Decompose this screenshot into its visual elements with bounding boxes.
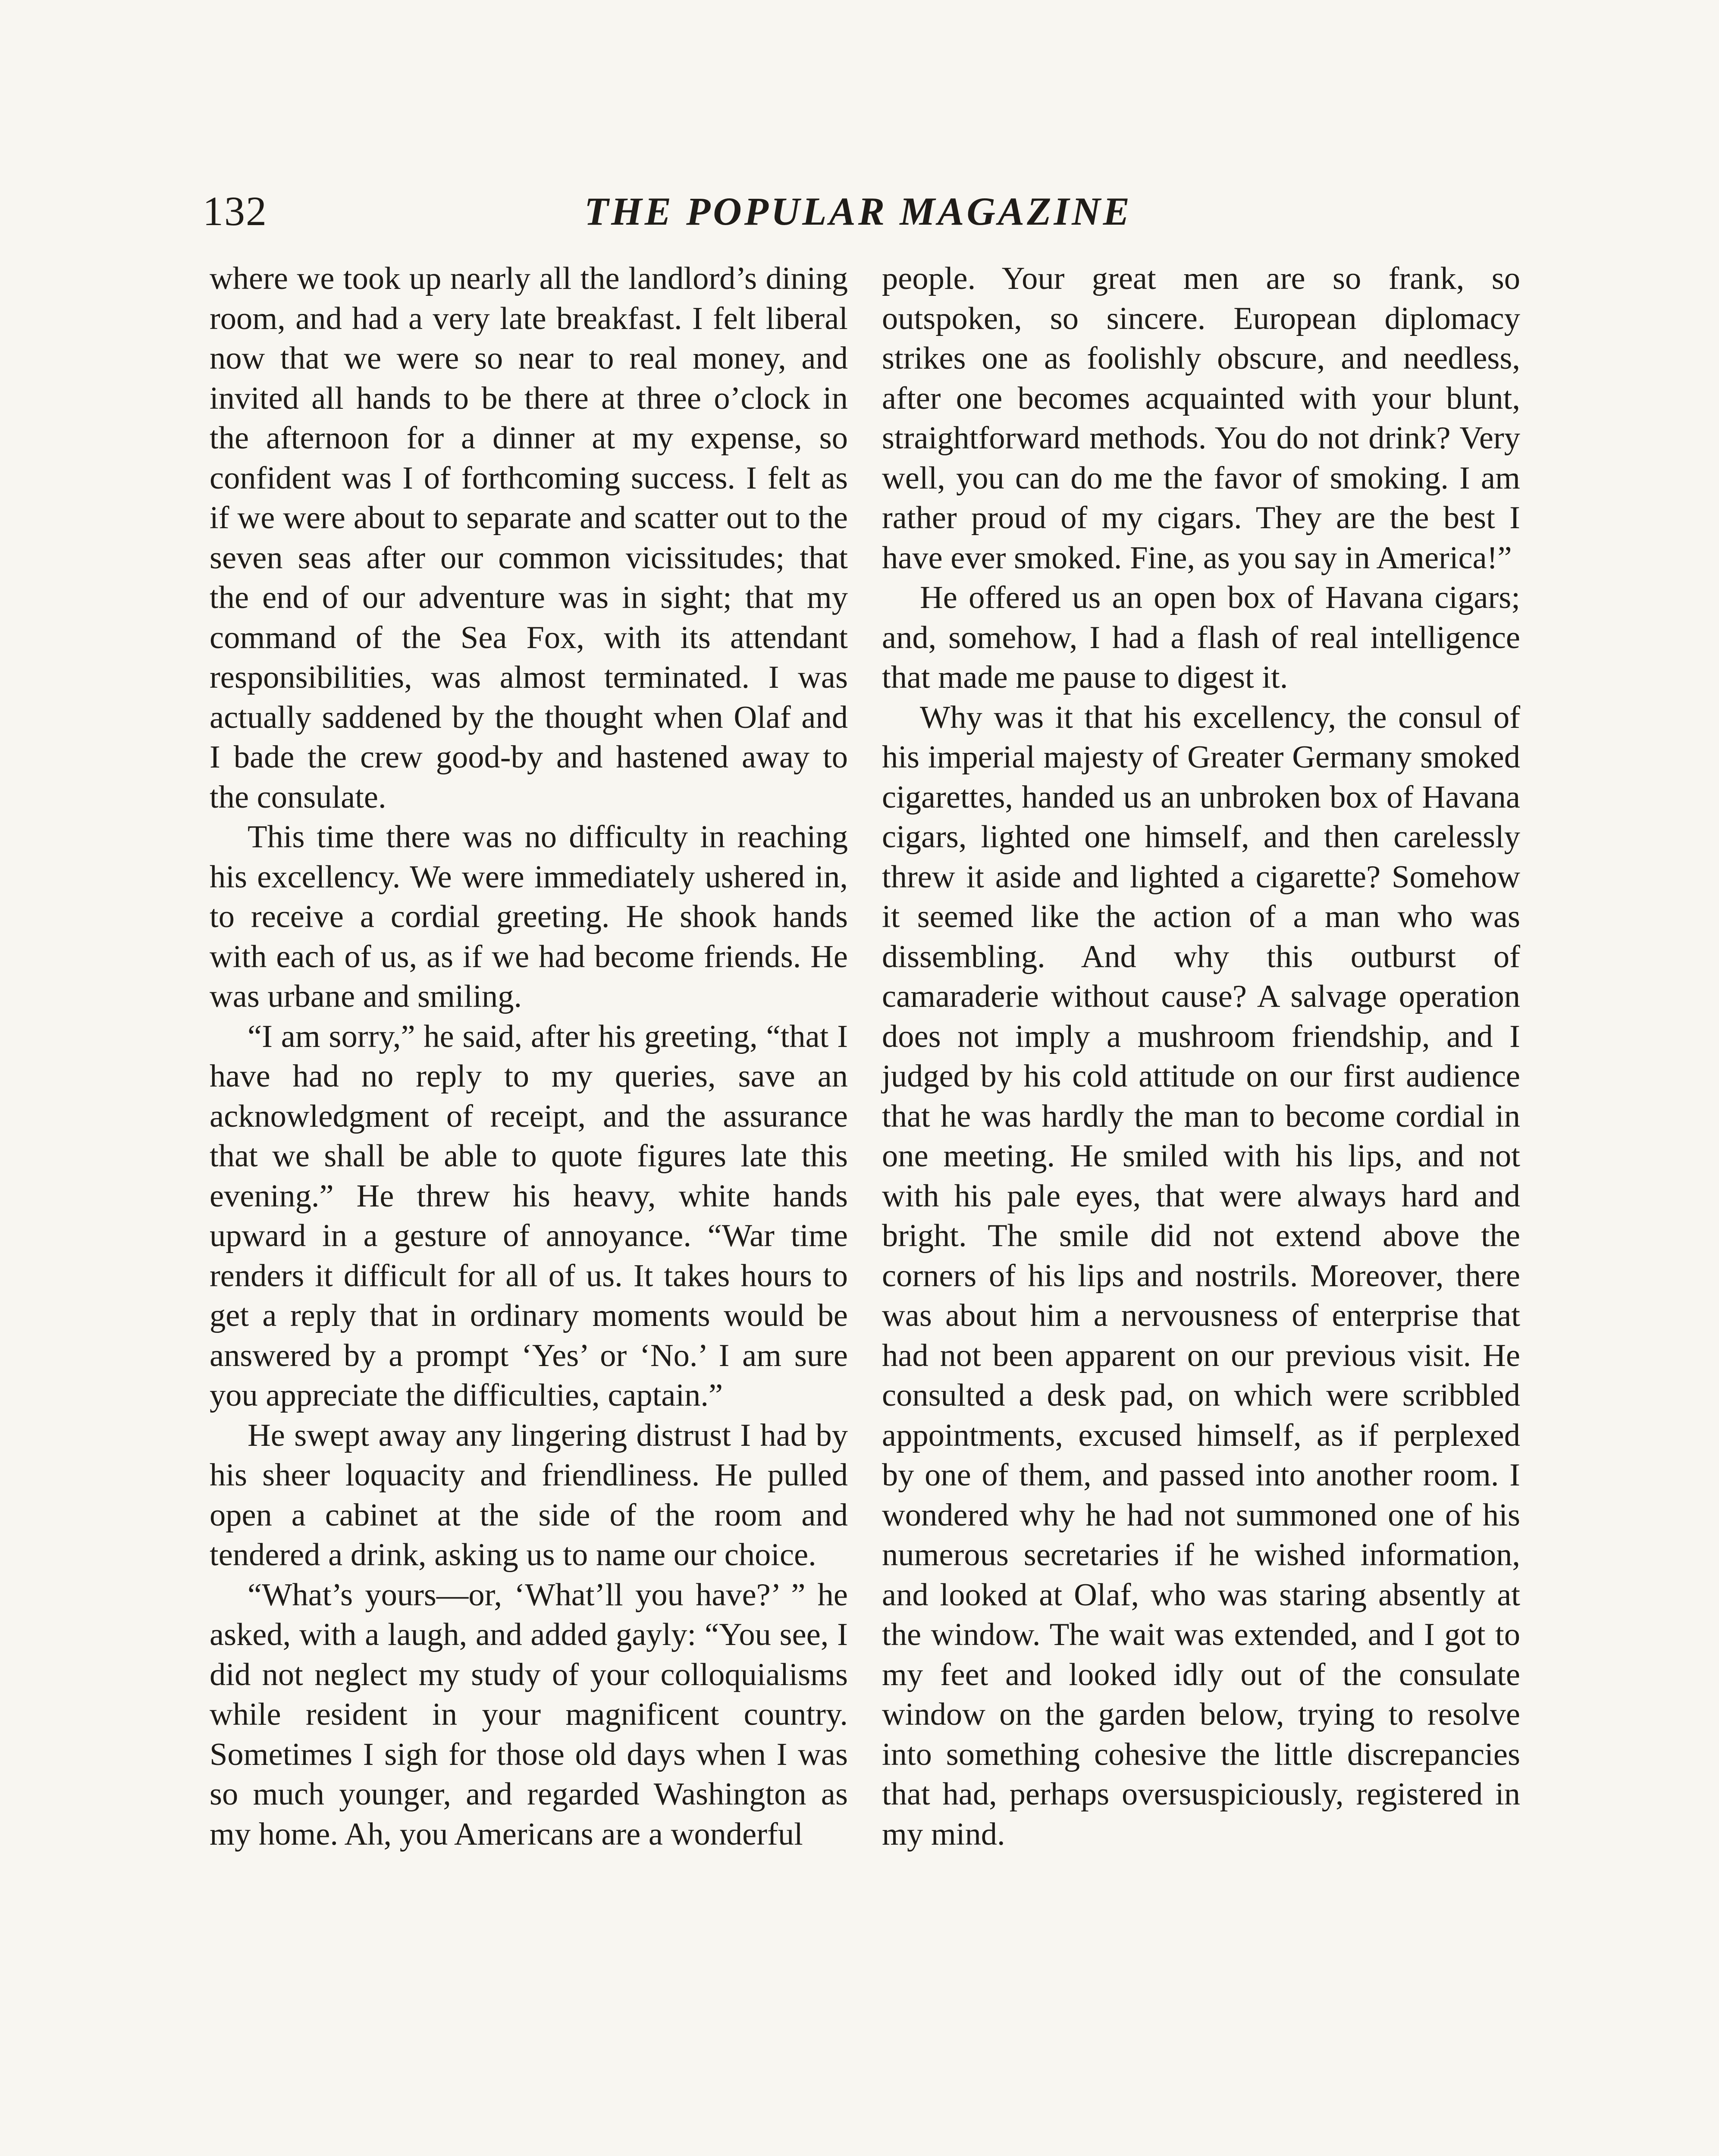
running-title: THE POPULAR MAGAZINE	[584, 189, 1132, 233]
paragraph: where we took up nearly all the landlord’s dining room, and had a very late breakfast. I felt liberal now that we were so near to real money, and invited all hands to be there at three o’clock in the afternoon for a dinner at my expense, so confident was I of forthcoming success. I felt as if we were about to separate and scatter out to the seven seas after our common vicissitudes; that the end of our adventure was in sight; that my command of the Sea Fox, with its attendant responsibilities, was almost terminated. I was actually saddened by the thought when Olaf and I bade the crew good-by and hastened away to the consulate.	[210, 261, 848, 815]
page-number: 132	[203, 188, 267, 234]
page-header	[203, 181, 1514, 241]
paragraph: “I am sorry,” he said, after his greeting, “that I have had no reply to my queries, save an acknowledgment of receipt, and the assurance that we shall be able to quote figures late this evening.” He threw his heavy, white hands upward in a gesture of annoyance. “War time renders it difficult for all of us. It takes hours to get a reply that in ordinary moments would be answered by a prompt ‘Yes’ or ‘No.’ I am sure you appreciate the difficulties, captain.”	[210, 1018, 848, 1413]
left-column	[210, 259, 848, 1854]
paragraph: This time there was no difficulty in reaching his excellency. We were immediately ushered in, to receive a cordial greeting. He shook hands with each of us, as if we had become friends. He was urbane and smiling.	[210, 819, 848, 1014]
paragraph: “What’s yours—or, ‘What’ll you have?’ ” he asked, with a laugh, and added gayly: “You see, I did not neglect my study of your colloquialisms while resident in your magnificent country. Sometimes I sigh for those old days when I was so much younger, and regarded Washington as my home. Ah, you Americans are a wonderful	[210, 1577, 848, 1852]
paragraph: He swept away any lingering distrust I had by his sheer loquacity and friendliness. He pulled open a cabinet at the side of the room and tendered a drink, asking us to name our choice.	[210, 1417, 848, 1573]
right-column	[882, 259, 1520, 1854]
paragraph: He offered us an open box of Havana cigars; and, somehow, I had a flash of real intelligence that made me pause to digest it.	[882, 580, 1520, 695]
paragraph: people. Your great men are so frank, so outspoken, so sincere. European diplomacy strikes one as foolishly obscure, and needless, after one becomes acquainted with your blunt, straightforward methods. You do not drink? Very well, you can do me the favor of smoking. I am rather proud of my cigars. They are the best I have ever smoked. Fine, as you say in America!”	[882, 261, 1520, 576]
paragraph: Why was it that his excellency, the consul of his imperial majesty of Greater Germany smoked cigarettes, handed us an unbroken box of Havana cigars, lighted one himself, and then carelessly threw it aside and lighted a cigarette? Somehow it seemed like the action of a man who was dissembling. And why this outburst of camaraderie without cause? A salvage operation does not imply a mushroom friendship, and I judged by his cold attitude on our first audience that he was hardly the man to become cordial in one meeting. He smiled with his lips, and not with his pale eyes, that were always hard and bright. The smile did not extend above the corners of his lips and nostrils. Moreover, there was about him a nervousness of enterprise that had not been apparent on our previous visit. He consulted a desk pad, on which were scribbled appointments, excused himself, as if perplexed by one of them, and passed into another room. I wondered why he had not summoned one of his numerous secretaries if he wished information, and looked at Olaf, who was staring absently at the window. The wait was extended, and I got to my feet and looked idly out of the consulate window on the garden below, trying to resolve into something cohesive the little discrepancies that had, perhaps oversuspiciously, registered in my mind.	[882, 699, 1520, 1852]
